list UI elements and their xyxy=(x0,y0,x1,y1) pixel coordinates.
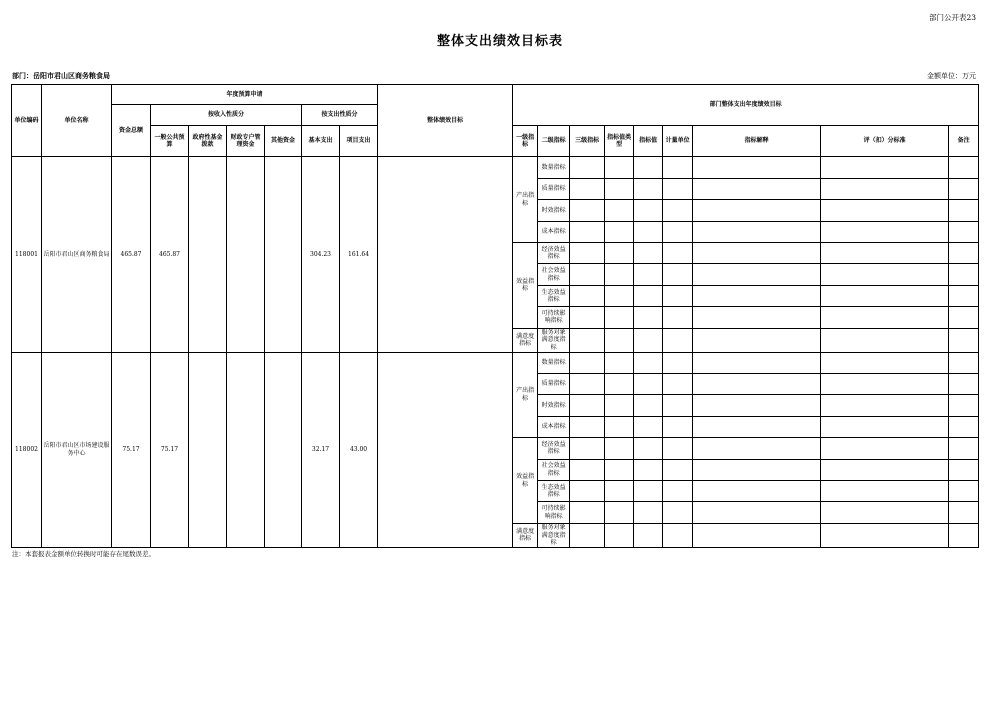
level2-cell: 生态效益指标 xyxy=(538,285,570,306)
explanation-cell xyxy=(693,352,821,373)
remarks-cell xyxy=(949,352,979,373)
indicator-value-cell xyxy=(634,352,663,373)
explanation-cell xyxy=(693,523,821,547)
level3-cell xyxy=(570,416,605,437)
explanation-cell xyxy=(693,438,821,459)
indicator-value-cell xyxy=(634,285,663,306)
explanation-cell xyxy=(693,481,821,502)
indicator-value-cell xyxy=(634,523,663,547)
measure-unit-cell xyxy=(663,264,693,285)
header-general-budget: 一般公共预算 xyxy=(151,125,189,157)
header-dept-goal: 部门整体支出年度绩效目标 xyxy=(513,85,979,126)
header-unit-code: 单位编码 xyxy=(12,85,42,157)
level1-satisfaction-cell: 满意度指标 xyxy=(513,328,538,352)
table-number-label: 部门公开表23 xyxy=(928,13,976,22)
measure-unit-cell xyxy=(663,352,693,373)
explanation-cell xyxy=(693,221,821,242)
gov-fund-cell xyxy=(189,157,227,352)
level3-cell xyxy=(570,307,605,328)
remarks-cell xyxy=(949,285,979,306)
project-expense-cell: 43.00 xyxy=(340,352,378,547)
header-unit-name: 单位名称 xyxy=(42,85,112,157)
basic-expense-cell: 304.23 xyxy=(302,157,340,352)
indicator-value-cell xyxy=(634,200,663,221)
basic-expense-cell: 32.17 xyxy=(302,352,340,547)
remarks-cell xyxy=(949,416,979,437)
indicator-value-cell xyxy=(634,243,663,264)
scoring-cell xyxy=(821,352,949,373)
fiscal-special-cell xyxy=(227,157,265,352)
indicator-type-cell xyxy=(605,416,634,437)
explanation-cell xyxy=(693,459,821,480)
level3-cell xyxy=(570,395,605,416)
level3-cell xyxy=(570,459,605,480)
header-basic-expense: 基本支出 xyxy=(302,125,340,157)
indicator-value-cell xyxy=(634,264,663,285)
overall-goal-cell xyxy=(378,352,513,547)
footnote: 注：本套报表金额单位转换时可能存在尾数误差。 xyxy=(12,550,155,558)
remarks-cell xyxy=(949,221,979,242)
level1-satisfaction-cell: 满意度指标 xyxy=(513,523,538,547)
level3-cell xyxy=(570,157,605,178)
remarks-cell xyxy=(949,264,979,285)
scoring-cell xyxy=(821,178,949,199)
level2-cell: 质量指标 xyxy=(538,374,570,395)
header-gov-fund: 政府性基金拨款 xyxy=(189,125,227,157)
indicator-type-cell xyxy=(605,285,634,306)
other-funds-cell xyxy=(265,157,302,352)
performance-goal-table xyxy=(11,84,979,548)
measure-unit-cell xyxy=(663,459,693,480)
indicator-type-cell xyxy=(605,523,634,547)
remarks-cell xyxy=(949,523,979,547)
header-indicator-type: 指标值类型 xyxy=(605,125,634,157)
table-row xyxy=(12,352,979,373)
scoring-cell xyxy=(821,481,949,502)
level2-cell: 社会效益指标 xyxy=(538,264,570,285)
remarks-cell xyxy=(949,459,979,480)
measure-unit-cell xyxy=(663,395,693,416)
level3-cell xyxy=(570,481,605,502)
remarks-cell xyxy=(949,502,979,523)
measure-unit-cell xyxy=(663,200,693,221)
header-level1: 一级指标 xyxy=(513,125,538,157)
indicator-value-cell xyxy=(634,416,663,437)
indicator-value-cell xyxy=(634,157,663,178)
level2-cell: 社会效益指标 xyxy=(538,459,570,480)
indicator-type-cell xyxy=(605,307,634,328)
level3-cell xyxy=(570,221,605,242)
amount-unit-label: 金额单位：万元 xyxy=(927,72,976,80)
indicator-value-cell xyxy=(634,178,663,199)
measure-unit-cell xyxy=(663,416,693,437)
header-by-expense: 按支出性质分 xyxy=(302,105,378,125)
level3-cell xyxy=(570,328,605,352)
measure-unit-cell xyxy=(663,307,693,328)
general-budget-cell: 75.17 xyxy=(151,352,189,547)
indicator-type-cell xyxy=(605,157,634,178)
level2-cell: 可持续影响指标 xyxy=(538,502,570,523)
measure-unit-cell xyxy=(663,157,693,178)
remarks-cell xyxy=(949,481,979,502)
scoring-cell xyxy=(821,285,949,306)
level3-cell xyxy=(570,285,605,306)
level2-cell: 可持续影响指标 xyxy=(538,307,570,328)
level3-cell xyxy=(570,264,605,285)
indicator-type-cell xyxy=(605,243,634,264)
measure-unit-cell xyxy=(663,221,693,242)
measure-unit-cell xyxy=(663,178,693,199)
level2-cell: 时效指标 xyxy=(538,395,570,416)
scoring-cell xyxy=(821,243,949,264)
unit-code-cell: 118001 xyxy=(12,157,42,352)
level3-cell xyxy=(570,243,605,264)
explanation-cell xyxy=(693,395,821,416)
indicator-type-cell xyxy=(605,264,634,285)
explanation-cell xyxy=(693,200,821,221)
indicator-value-cell xyxy=(634,307,663,328)
header-remarks: 备注 xyxy=(949,125,979,157)
scoring-cell xyxy=(821,157,949,178)
scoring-cell xyxy=(821,438,949,459)
remarks-cell xyxy=(949,328,979,352)
level1-output-cell: 产出指标 xyxy=(513,352,538,438)
level1-benefit-cell: 效益指标 xyxy=(513,438,538,524)
explanation-cell xyxy=(693,157,821,178)
project-expense-cell: 161.64 xyxy=(340,157,378,352)
indicator-type-cell xyxy=(605,481,634,502)
unit-name-cell: 岳阳市君山区市场建设服务中心 xyxy=(42,352,112,547)
remarks-cell xyxy=(949,395,979,416)
indicator-type-cell xyxy=(605,374,634,395)
level2-cell: 成本指标 xyxy=(538,221,570,242)
page-title: 整体支出绩效目标表 xyxy=(436,34,563,49)
indicator-value-cell xyxy=(634,328,663,352)
level2-cell: 经济效益指标 xyxy=(538,243,570,264)
scoring-cell xyxy=(821,523,949,547)
measure-unit-cell xyxy=(663,328,693,352)
indicator-type-cell xyxy=(605,200,634,221)
header-indicator-value: 指标值 xyxy=(634,125,663,157)
indicator-type-cell xyxy=(605,178,634,199)
header-project-expense: 项目支出 xyxy=(340,125,378,157)
indicator-value-cell xyxy=(634,502,663,523)
explanation-cell xyxy=(693,416,821,437)
remarks-cell xyxy=(949,157,979,178)
level3-cell xyxy=(570,438,605,459)
remarks-cell xyxy=(949,243,979,264)
level3-cell xyxy=(570,178,605,199)
header-total-funds: 资金总额 xyxy=(112,105,151,157)
indicator-value-cell xyxy=(634,481,663,502)
explanation-cell xyxy=(693,374,821,395)
other-funds-cell xyxy=(265,352,302,547)
unit-code-cell: 118002 xyxy=(12,352,42,547)
indicator-type-cell xyxy=(605,221,634,242)
scoring-cell xyxy=(821,395,949,416)
measure-unit-cell xyxy=(663,438,693,459)
explanation-cell xyxy=(693,285,821,306)
level2-cell: 经济效益指标 xyxy=(538,438,570,459)
indicator-type-cell xyxy=(605,395,634,416)
level2-cell: 生态效益指标 xyxy=(538,481,570,502)
header-scoring: 评（扣）分标准 xyxy=(821,125,949,157)
header-overall-goal: 整体绩效目标 xyxy=(378,85,513,157)
scoring-cell xyxy=(821,307,949,328)
indicator-type-cell xyxy=(605,328,634,352)
gov-fund-cell xyxy=(189,352,227,547)
indicator-value-cell xyxy=(634,438,663,459)
indicator-type-cell xyxy=(605,352,634,373)
explanation-cell xyxy=(693,243,821,264)
measure-unit-cell xyxy=(663,502,693,523)
header-level3: 三级指标 xyxy=(570,125,605,157)
level2-cell: 时效指标 xyxy=(538,200,570,221)
scoring-cell xyxy=(821,502,949,523)
measure-unit-cell xyxy=(663,481,693,502)
level2-cell: 数量指标 xyxy=(538,157,570,178)
general-budget-cell: 465.87 xyxy=(151,157,189,352)
header-level2: 二级指标 xyxy=(538,125,570,157)
header-explanation: 指标解释 xyxy=(693,125,821,157)
scoring-cell xyxy=(821,374,949,395)
level3-cell xyxy=(570,523,605,547)
measure-unit-cell xyxy=(663,374,693,395)
total-funds-cell: 75.17 xyxy=(112,352,151,547)
scoring-cell xyxy=(821,264,949,285)
level2-cell: 服务对象满意度指标 xyxy=(538,523,570,547)
level2-cell: 质量指标 xyxy=(538,178,570,199)
indicator-value-cell xyxy=(634,374,663,395)
indicator-value-cell xyxy=(634,221,663,242)
explanation-cell xyxy=(693,502,821,523)
table-row xyxy=(12,157,979,178)
scoring-cell xyxy=(821,416,949,437)
scoring-cell xyxy=(821,200,949,221)
level3-cell xyxy=(570,352,605,373)
indicator-value-cell xyxy=(634,395,663,416)
header-other-funds: 其他资金 xyxy=(265,125,302,157)
level2-cell: 数量指标 xyxy=(538,352,570,373)
remarks-cell xyxy=(949,438,979,459)
measure-unit-cell xyxy=(663,523,693,547)
indicator-value-cell xyxy=(634,459,663,480)
overall-goal-cell xyxy=(378,157,513,352)
scoring-cell xyxy=(821,459,949,480)
scoring-cell xyxy=(821,328,949,352)
total-funds-cell: 465.87 xyxy=(112,157,151,352)
remarks-cell xyxy=(949,178,979,199)
level2-cell: 服务对象满意度指标 xyxy=(538,328,570,352)
indicator-type-cell xyxy=(605,438,634,459)
unit-name-cell: 岳阳市君山区商务粮食局 xyxy=(42,157,112,352)
remarks-cell xyxy=(949,200,979,221)
header-measure-unit: 计量单位 xyxy=(663,125,693,157)
level1-benefit-cell: 效益指标 xyxy=(513,243,538,329)
measure-unit-cell xyxy=(663,285,693,306)
department-label: 部门：岳阳市君山区商务粮食局 xyxy=(12,71,110,80)
header-annual-budget: 年度预算申请 xyxy=(112,85,378,105)
level1-output-cell: 产出指标 xyxy=(513,157,538,243)
indicator-type-cell xyxy=(605,502,634,523)
level3-cell xyxy=(570,200,605,221)
level3-cell xyxy=(570,374,605,395)
explanation-cell xyxy=(693,307,821,328)
explanation-cell xyxy=(693,178,821,199)
explanation-cell xyxy=(693,264,821,285)
fiscal-special-cell xyxy=(227,352,265,547)
header-fiscal-special: 财政专户管理资金 xyxy=(227,125,265,157)
remarks-cell xyxy=(949,307,979,328)
measure-unit-cell xyxy=(663,243,693,264)
scoring-cell xyxy=(821,221,949,242)
indicator-type-cell xyxy=(605,459,634,480)
header-by-income: 按收入性质分 xyxy=(151,105,302,125)
explanation-cell xyxy=(693,328,821,352)
level2-cell: 成本指标 xyxy=(538,416,570,437)
remarks-cell xyxy=(949,374,979,395)
level3-cell xyxy=(570,502,605,523)
